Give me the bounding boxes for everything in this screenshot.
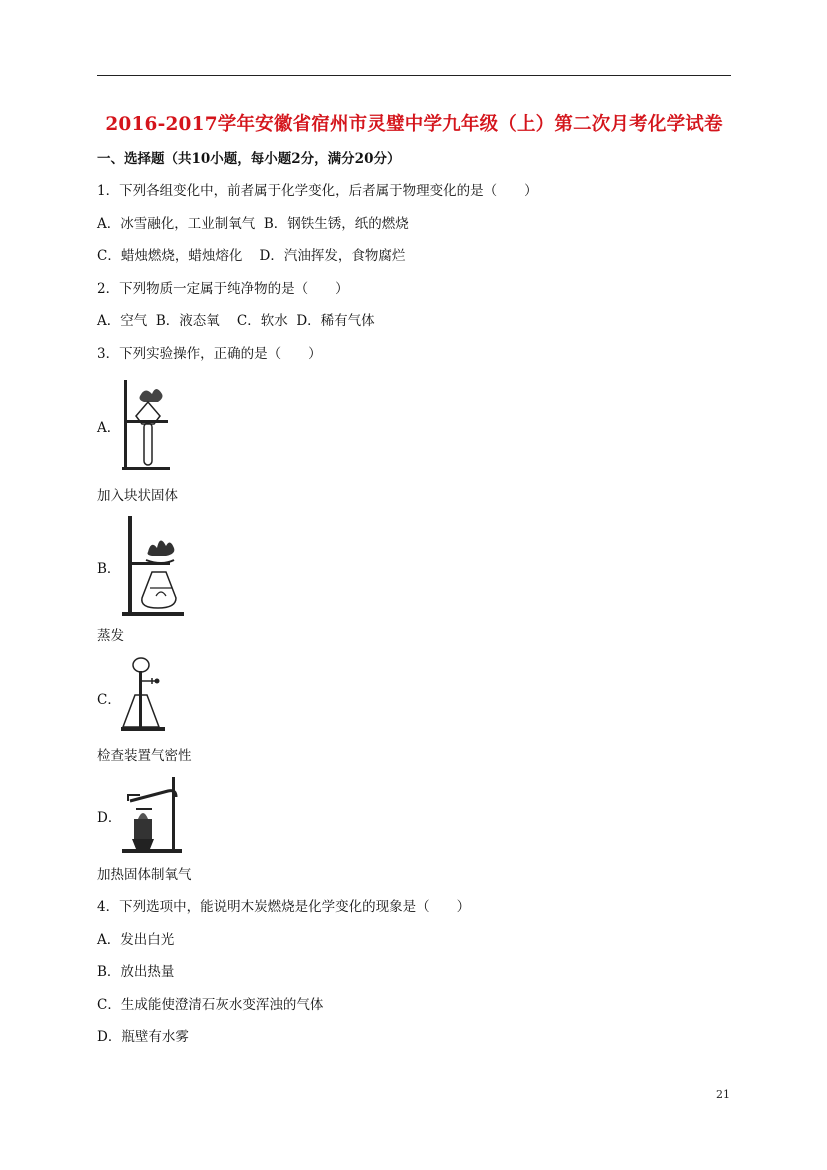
airtightness-figure xyxy=(121,655,165,735)
q3-stem: 3．下列实验操作，正确的是（ ） xyxy=(97,346,322,362)
q4-option-d: D．瓶壁有水雾 xyxy=(97,1029,189,1045)
q3-option-a-caption: 加入块状固体 xyxy=(97,488,178,504)
q2-stem: 2．下列物质一定属于纯净物的是（ ） xyxy=(97,281,349,297)
q2-options: A．空气 B．液态氧 C．软水 D．稀有气体 xyxy=(97,313,375,329)
q1-options-cd: C．蜡烛燃烧，蜡烛熔化 D．汽油挥发，食物腐烂 xyxy=(97,248,406,264)
q3-option-d-caption: 加热固体制氧气 xyxy=(97,867,192,883)
q3-option-b-label: B． xyxy=(97,561,121,577)
q4-option-b: B．放出热量 xyxy=(97,964,175,980)
header-rule xyxy=(97,75,731,76)
section-heading: 一、选择题（共10小题，每小题2分，满分20分） xyxy=(97,151,401,167)
evaporation-figure xyxy=(120,512,186,618)
q3-option-a-label: A． xyxy=(97,420,121,436)
page-title: 2016-2017学年安徽省宿州市灵璧中学九年级（上）第二次月考化学试卷 xyxy=(105,114,723,135)
q3-option-d-label: D． xyxy=(97,810,122,826)
test-tube-rack-figure xyxy=(120,376,172,472)
heating-solid-figure xyxy=(122,773,184,855)
q3-option-c-caption: 检查装置气密性 xyxy=(97,748,192,764)
q4-stem: 4．下列选项中，能说明木炭燃烧是化学变化的现象是（ ） xyxy=(97,899,471,915)
q1-options-ab: A．冰雪融化，工业制氧气 B．钢铁生锈，纸的燃烧 xyxy=(97,216,409,232)
q3-option-c-label: C． xyxy=(97,692,121,708)
q4-option-c: C．生成能使澄清石灰水变浑浊的气体 xyxy=(97,997,324,1013)
q3-option-b-caption: 蒸发 xyxy=(97,628,124,644)
q4-option-a: A．发出白光 xyxy=(97,932,175,948)
page-number: 21 xyxy=(716,1088,730,1101)
q1-stem: 1．下列各组变化中，前者属于化学变化，后者属于物理变化的是（ ） xyxy=(97,183,538,199)
